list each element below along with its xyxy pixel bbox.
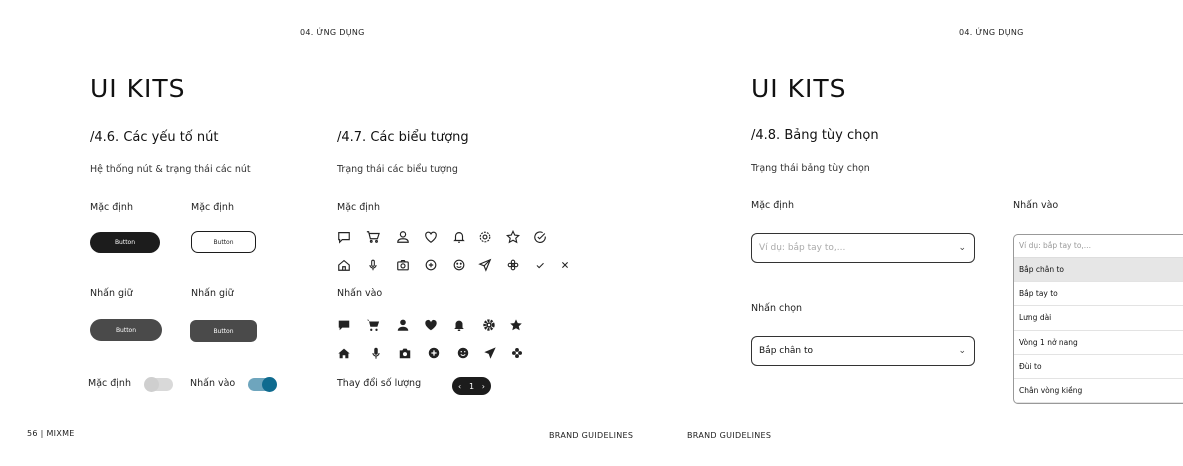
dropdown-option[interactable]: Bắp tay to [1014,282,1183,306]
primary-button-pressed[interactable]: Button [90,319,162,341]
default-label: Mặc định [90,202,133,213]
smile-icon[interactable] [451,257,467,273]
increment-button[interactable]: › [481,381,485,391]
bell-icon[interactable] [451,317,467,333]
star-icon[interactable] [508,317,524,333]
select-dropdown[interactable] [1013,234,1183,404]
icons-default-label: Mặc định [337,202,380,213]
primary-button[interactable]: Button [90,232,160,253]
toggle-knob [262,377,277,392]
star-icon[interactable] [505,229,521,245]
section-header: 04. ỨNG DỤNG [959,28,1024,37]
send-icon[interactable] [477,257,493,273]
chat-icon[interactable] [336,317,352,333]
pressed-label: Nhấn giữ [90,288,133,299]
icons-section-title: /4.7. Các biểu tượng [337,130,469,145]
chat-icon[interactable] [336,229,352,245]
dropdown-option[interactable]: Vòng 1 nở nang [1014,331,1183,355]
chevron-down-icon: ⌄ [958,243,966,253]
chevron-down-icon: ⌄ [958,346,966,356]
footer-brand: BRAND GUIDELINES [687,431,772,440]
plus-circle-icon[interactable] [423,257,439,273]
select-default[interactable] [751,233,975,263]
toggle-off[interactable] [145,378,173,391]
home-icon[interactable] [336,257,352,273]
buttons-section-desc: Hệ thống nút & trạng thái các nút [90,164,251,175]
cart-icon[interactable] [365,229,381,245]
section-header: 04. ỨNG DỤNG [300,28,365,37]
check-circle-icon[interactable] [532,229,548,245]
outline-button[interactable]: Button [191,231,256,253]
select-selected-label: Nhấn chọn [751,303,803,314]
quantity-label: Thay đổi số lượng [337,378,422,389]
smile-icon[interactable] [455,345,471,361]
select-value: Bắp chân to [759,346,814,356]
page-number: 56 | MIXME [27,429,75,438]
decrement-button[interactable]: ‹ [458,381,462,391]
page-title: UI KITS [90,74,186,103]
camera-icon[interactable] [397,345,413,361]
toggle-default-label: Mặc định [88,378,131,389]
heart-icon[interactable] [423,229,439,245]
check-icon[interactable] [532,257,548,273]
select-placeholder: Ví dụ: bắp tay to,... [759,243,846,253]
microphone-icon[interactable] [365,257,381,273]
dropdown-option[interactable]: Chân vòng kiềng [1014,379,1183,403]
close-icon[interactable] [557,257,573,273]
toggle-knob [144,377,159,392]
plus-circle-icon[interactable] [426,345,442,361]
camera-icon[interactable] [395,257,411,273]
outline-button-pressed[interactable]: Button [190,320,257,342]
heart-icon[interactable] [423,317,439,333]
quantity-stepper[interactable] [452,377,491,395]
select-tap-label: Nhấn vào [1013,200,1059,211]
buttons-section-title: /4.6. Các yếu tố nút [90,130,219,145]
pressed-label: Nhấn giữ [191,288,234,299]
gear-icon[interactable] [477,229,493,245]
home-icon[interactable] [336,345,352,361]
flower-icon[interactable] [505,257,521,273]
toggle-on[interactable] [248,378,276,391]
send-icon[interactable] [482,345,498,361]
toggle-tap-label: Nhấn vào [190,378,236,389]
icons-tap-label: Nhấn vào [337,288,383,299]
dropdown-option[interactable]: Lưng dài [1014,306,1183,330]
user-icon[interactable] [395,317,411,333]
dropdown-option[interactable]: Đùi to [1014,355,1183,379]
user-icon[interactable] [395,229,411,245]
select-selected[interactable] [751,336,975,366]
icons-section-desc: Trạng thái các biểu tượng [337,164,458,175]
select-section-title: /4.8. Bảng tùy chọn [751,128,879,143]
dropdown-option[interactable]: Bắp chân to [1014,258,1183,282]
flower-icon[interactable] [509,345,525,361]
microphone-icon[interactable] [368,345,384,361]
page-title: UI KITS [751,74,847,103]
quantity-value: 1 [468,381,475,391]
bell-icon[interactable] [451,229,467,245]
gear-icon[interactable] [481,317,497,333]
cart-icon[interactable] [365,317,381,333]
default-label: Mặc định [191,202,234,213]
dropdown-placeholder[interactable]: Ví dụ: bắp tay to,... [1014,235,1183,258]
select-default-label: Mặc định [751,200,794,211]
footer-brand: BRAND GUIDELINES [549,431,634,440]
select-section-desc: Trạng thái bảng tùy chọn [751,163,870,174]
